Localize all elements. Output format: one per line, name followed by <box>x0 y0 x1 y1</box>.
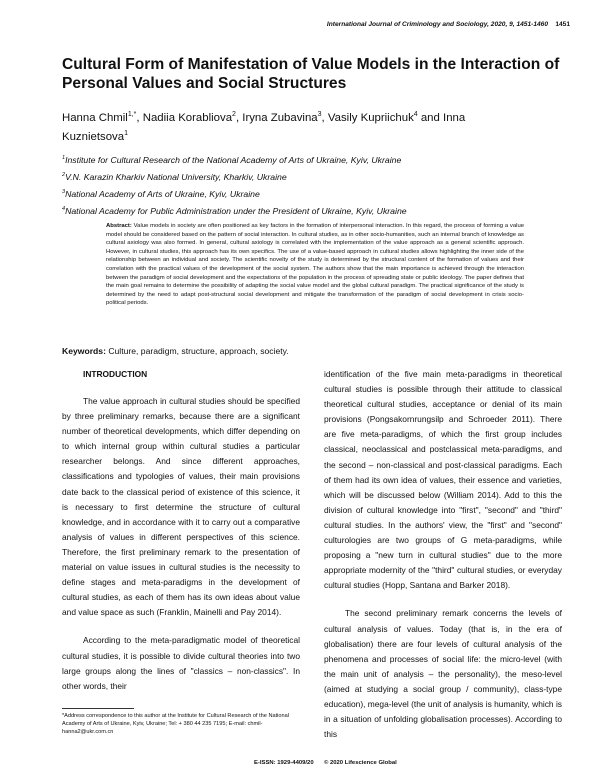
author-name: Hanna Chmil <box>62 111 128 124</box>
author-name: Nadiia Korabliova <box>142 111 233 124</box>
author-affiliation-mark: 3 <box>317 111 322 118</box>
right-column <box>324 367 562 755</box>
body-paragraph: The second preliminary remark concerns the levels of cultural analysis of values. Today (that is, in the era of globalisation) there are four levels of cultural analysis of the phenomena and processes of social life: the micro-level (with the main unit of analysis – the personality), the meso-level (aimed at studying a social group / community), class-type education), mega-level (the unit of analysis is humanity, which is in a situation of unfolding globalisation processes). According to this <box>324 608 562 740</box>
affiliation: $^1$Institute for Cultural Research of the National Academy of Arts of Ukraine, Kyiv, Ukraine <box>62 154 402 165</box>
running-header <box>62 21 570 33</box>
abstract-label: Abstract: <box>106 223 132 229</box>
keywords-label: Keywords: <box>62 346 106 356</box>
affiliation: $^3$National Academy of Arts of Ukraine, Kyiv, Ukraine <box>62 188 260 199</box>
abstract <box>106 222 524 308</box>
body-paragraph: The value approach in cultural studies should be specified by three preliminary remarks, because there are a significant number of theoretical developments, which differ depending on to which internal group within cultural studies a particular researcher belongs. And since different approaches, classifications and typologies of values, their main provisions date back to the classical period of existence of this science, it is necessary to first determine the structure of cultural knowledge, and in accordance with it to carry out a comparative analysis of values in different perspectives of this science. Therefore, the first preliminary remark to the presentation of material on value issues in cultural studies is the necessity to define stages and meta-paradigms in the development of cultural studies, as each of them has its own ideas about value and value space as such (Franklin, Mainelli and Pay 2014). <box>62 396 300 618</box>
section-heading: INTRODUCTION <box>83 369 148 379</box>
author-name: Vasily Kupriichuk <box>327 111 414 124</box>
paper-title: Cultural Form of Manifestation of Value Models in the Interaction of Personal Values and Social Structures <box>62 56 560 92</box>
author-name: Iryna Zubavina <box>242 111 318 124</box>
author-list: Hanna Chmil$^{1,*}$, Nadiia Korabliova$^2$, Iryna Zubavina$^3$, Vasily Kupriichuk$^4$ and Inna Kuznietsova$^1$ <box>62 111 466 143</box>
author-affiliation-mark: 2 <box>232 111 236 118</box>
issn: E-ISSN: 1929-4409/20 <box>254 760 314 766</box>
copyright: © 2020 Lifescience Global <box>324 760 397 766</box>
left-column <box>62 367 300 707</box>
affiliation-list <box>62 150 570 218</box>
journal-citation: International Journal of Criminology and Sociology, 2020, 9, 1451-1460 <box>326 21 548 28</box>
author-affiliation-mark: 4 <box>413 111 418 118</box>
author-affiliation-mark: 1,* <box>127 111 137 118</box>
author-affiliation-mark: 1 <box>124 129 128 137</box>
author-name: Inna Kuznietsova <box>62 111 466 143</box>
footnote-divider <box>62 708 134 709</box>
body-paragraph: According to the meta-paradigmatic model of theoretical cultural studies, it is possible to divide cultural theories into two large groups along the lines of "classics – non-classics". In other words, their <box>62 635 300 691</box>
affiliation: $^4$National Academy for Public Administration under the President of Ukraine, Kyiv, Ukraine <box>62 205 407 216</box>
affiliation: $^2$V.N. Karazin Kharkiv National University, Kharkiv, Ukraine <box>62 171 287 182</box>
body-paragraph: identification of the five main meta-paradigms in theoretical cultural studies is possible through their attitude to classical theoretical cultural studies, acceptance or denial of its main provisions (Pongsakornrungsilp and Schroeder 2011). There are five meta-paradigms, of which the first group includes classical, neoclassical and postclassical meta-paradigms, and the second – non-classical and post-classical paradigms. Each of them had its own idea of values, their essence and varieties, which will be discussed below (William 2014). Add to this the division of cultural knowledge into "first", "second" and "third" cultural studies. In the authors' view, the "first" and "second" culturologies are two groups of G meta-paradigms, while proposing a "new turn in cultural studies" due to the more appropriate modernity of the "third" cultural studies, or everyday cultural studies (Hopp, Santana and Barker 2018). <box>324 369 562 591</box>
page-number: 1451 <box>555 21 570 28</box>
keywords <box>62 346 570 356</box>
keywords-text: Culture, paradigm, structure, approach, society. <box>105 346 289 356</box>
correspondence-footnote: *Address correspondence to this author at the Institute for Cultural Research of the National Academy of Arts of Ukraine, Kyiv, Ukraine; Tel: + 380 44 235 7195; E-mail: chmil-hanna2@ukr.com.cn <box>62 713 289 736</box>
page-footer <box>62 760 570 770</box>
abstract-text: Value models in society are often positioned as key factors in the formation of interpersonal interaction. In this regard, the process of forming a value model should be considered based on the pattern of social interaction. In cultural studies, as in other socio-humanities, such an internal branch of knowledge as cultural axiology was also formed. In general, cultural axiology is correlated with the implementation of the value approach as a general scientific approach. However, in cultural studies, this approach has its own specifics. The use of a value-based approach in cultural studies allows highlighting the inner side of the relationship between an individual and society. The scientific novelty of the study is determined by the structural content of the formation of values and their correlation with the practical values of the development of the social system. The authors show that the main importance is achieved through the interaction between the paradigm of social development and the expectations of the population in the process of spreading state or public ideology. The paper defines that the main goal remains to determine the possibility of adapting the social value model and the global cultural paradigm. The practical significance of the study is determined by the need to adapt post-structural social development and mitigate the transformation of the paradigm of social development in crisis socio-political periods. <box>106 223 524 307</box>
